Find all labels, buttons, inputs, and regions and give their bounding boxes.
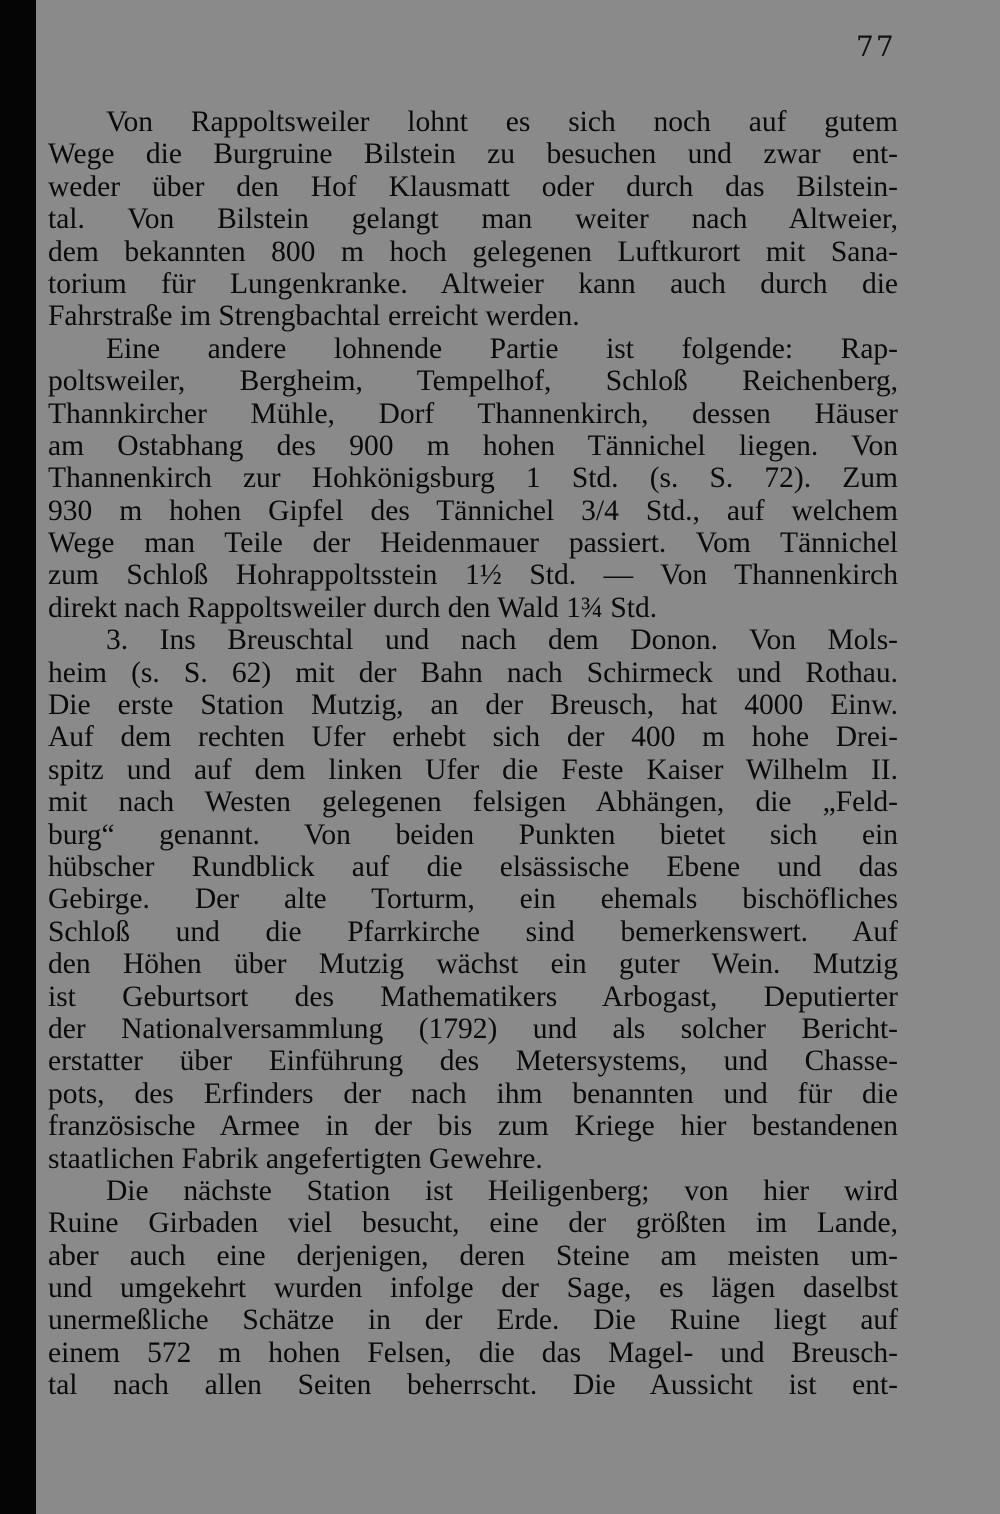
- text-line: staatlichen Fabrik angefertigten Gewehre.: [48, 1142, 543, 1175]
- text-line: Gebirge. Der alte Torturm, ein ehemals bischöfliches: [48, 883, 898, 916]
- text-line: Fahrstraße im Strengbachtal erreicht werden.: [48, 300, 580, 333]
- text-line: pots, des Erfinders der nach ihm benannten und für die: [48, 1077, 898, 1110]
- text-line: erstatter über Einführung des Metersystems, und Chasse-: [48, 1045, 898, 1078]
- text-line: 3. Ins Breuschtal und nach dem Donon. Von Mols-: [106, 624, 898, 657]
- text-line: Schloß und die Pfarrkirche sind bemerkenswert. Auf: [48, 915, 898, 948]
- text-line: Eine andere lohnende Partie ist folgende: Rap-: [106, 332, 898, 365]
- text-line: Thannenkirch zur Hohkönigsburg 1 Std. (s. S. 72). Zum: [48, 462, 898, 495]
- text-line: einem 572 m hohen Felsen, die das Magel- und Breusch-: [48, 1336, 898, 1369]
- text-line: Ruine Girbaden viel besucht, eine der größten im Lande,: [48, 1207, 898, 1240]
- text-line: 930 m hohen Gipfel des Tännichel 3/4 Std., auf welchem: [48, 494, 898, 527]
- text-line: Die nächste Station ist Heiligenberg; von hier wird: [106, 1174, 898, 1207]
- text-line: tal. Von Bilstein gelangt man weiter nach Altweier,: [48, 203, 898, 236]
- text-line: französische Armee in der bis zum Kriege hier bestandenen: [48, 1110, 898, 1143]
- text-line: direkt nach Rappoltsweiler durch den Wald 1¾ Std.: [48, 591, 658, 624]
- page-edge-shadow: [0, 0, 36, 1514]
- text-line: Auf dem rechten Ufer erhebt sich der 400 m hohe Drei-: [48, 721, 898, 754]
- text-line: Die erste Station Mutzig, an der Breusch, hat 4000 Einw.: [48, 689, 898, 722]
- text-line: tal nach allen Seiten beherrscht. Die Aussicht ist ent-: [48, 1369, 898, 1402]
- text-line: mit nach Westen gelegenen felsigen Abhängen, die „Feld-: [48, 786, 898, 819]
- book-page: [36, 0, 1000, 1514]
- text-line: unermeßliche Schätze in der Erde. Die Ruine liegt auf: [48, 1304, 898, 1337]
- text-line: Wege man Teile der Heidenmauer passiert. Vom Tännichel: [48, 527, 898, 560]
- text-line: poltsweiler, Bergheim, Tempelhof, Schloß Reichenberg,: [48, 365, 898, 398]
- text-line: der Nationalversammlung (1792) und als solcher Bericht-: [48, 1012, 898, 1045]
- text-line: am Ostabhang des 900 m hohen Tännichel liegen. Von: [48, 429, 898, 462]
- text-line: Von Rappoltsweiler lohnt es sich noch auf gutem: [106, 106, 898, 138]
- text-line: spitz und auf dem linken Ufer die Feste Kaiser Wilhelm II.: [48, 753, 898, 786]
- text-line: zum Schloß Hohrappoltsstein 1½ Std. — Von Thannenkirch: [48, 559, 898, 592]
- text-line: burg“ genannt. Von beiden Punkten bietet sich ein: [48, 818, 898, 851]
- text-line: hübscher Rundblick auf die elsässische Ebene und das: [48, 850, 898, 883]
- text-line: Wege die Burgruine Bilstein zu besuchen und zwar ent-: [48, 138, 898, 171]
- text-line: den Höhen über Mutzig wächst ein guter Wein. Mutzig: [48, 948, 898, 981]
- text-line: dem bekannten 800 m hoch gelegenen Luftkurort mit Sana-: [48, 235, 898, 268]
- text-line: und umgekehrt wurden infolge der Sage, es lägen daselbst: [48, 1272, 898, 1305]
- page-number: 77: [856, 30, 896, 63]
- text-line: Thannkircher Mühle, Dorf Thannenkirch, dessen Häuser: [48, 397, 898, 430]
- text-line: weder über den Hof Klausmatt oder durch das Bilstein-: [48, 170, 898, 203]
- text-line: heim (s. S. 62) mit der Bahn nach Schirmeck und Rothau.: [48, 656, 898, 689]
- text-line: torium für Lungenkranke. Altweier kann auch durch die: [48, 267, 898, 300]
- text-line: aber auch eine derjenigen, deren Steine am meisten um-: [48, 1239, 898, 1272]
- body-text: [48, 106, 898, 1402]
- text-line: ist Geburtsort des Mathematikers Arbogast, Deputierter: [48, 980, 898, 1013]
